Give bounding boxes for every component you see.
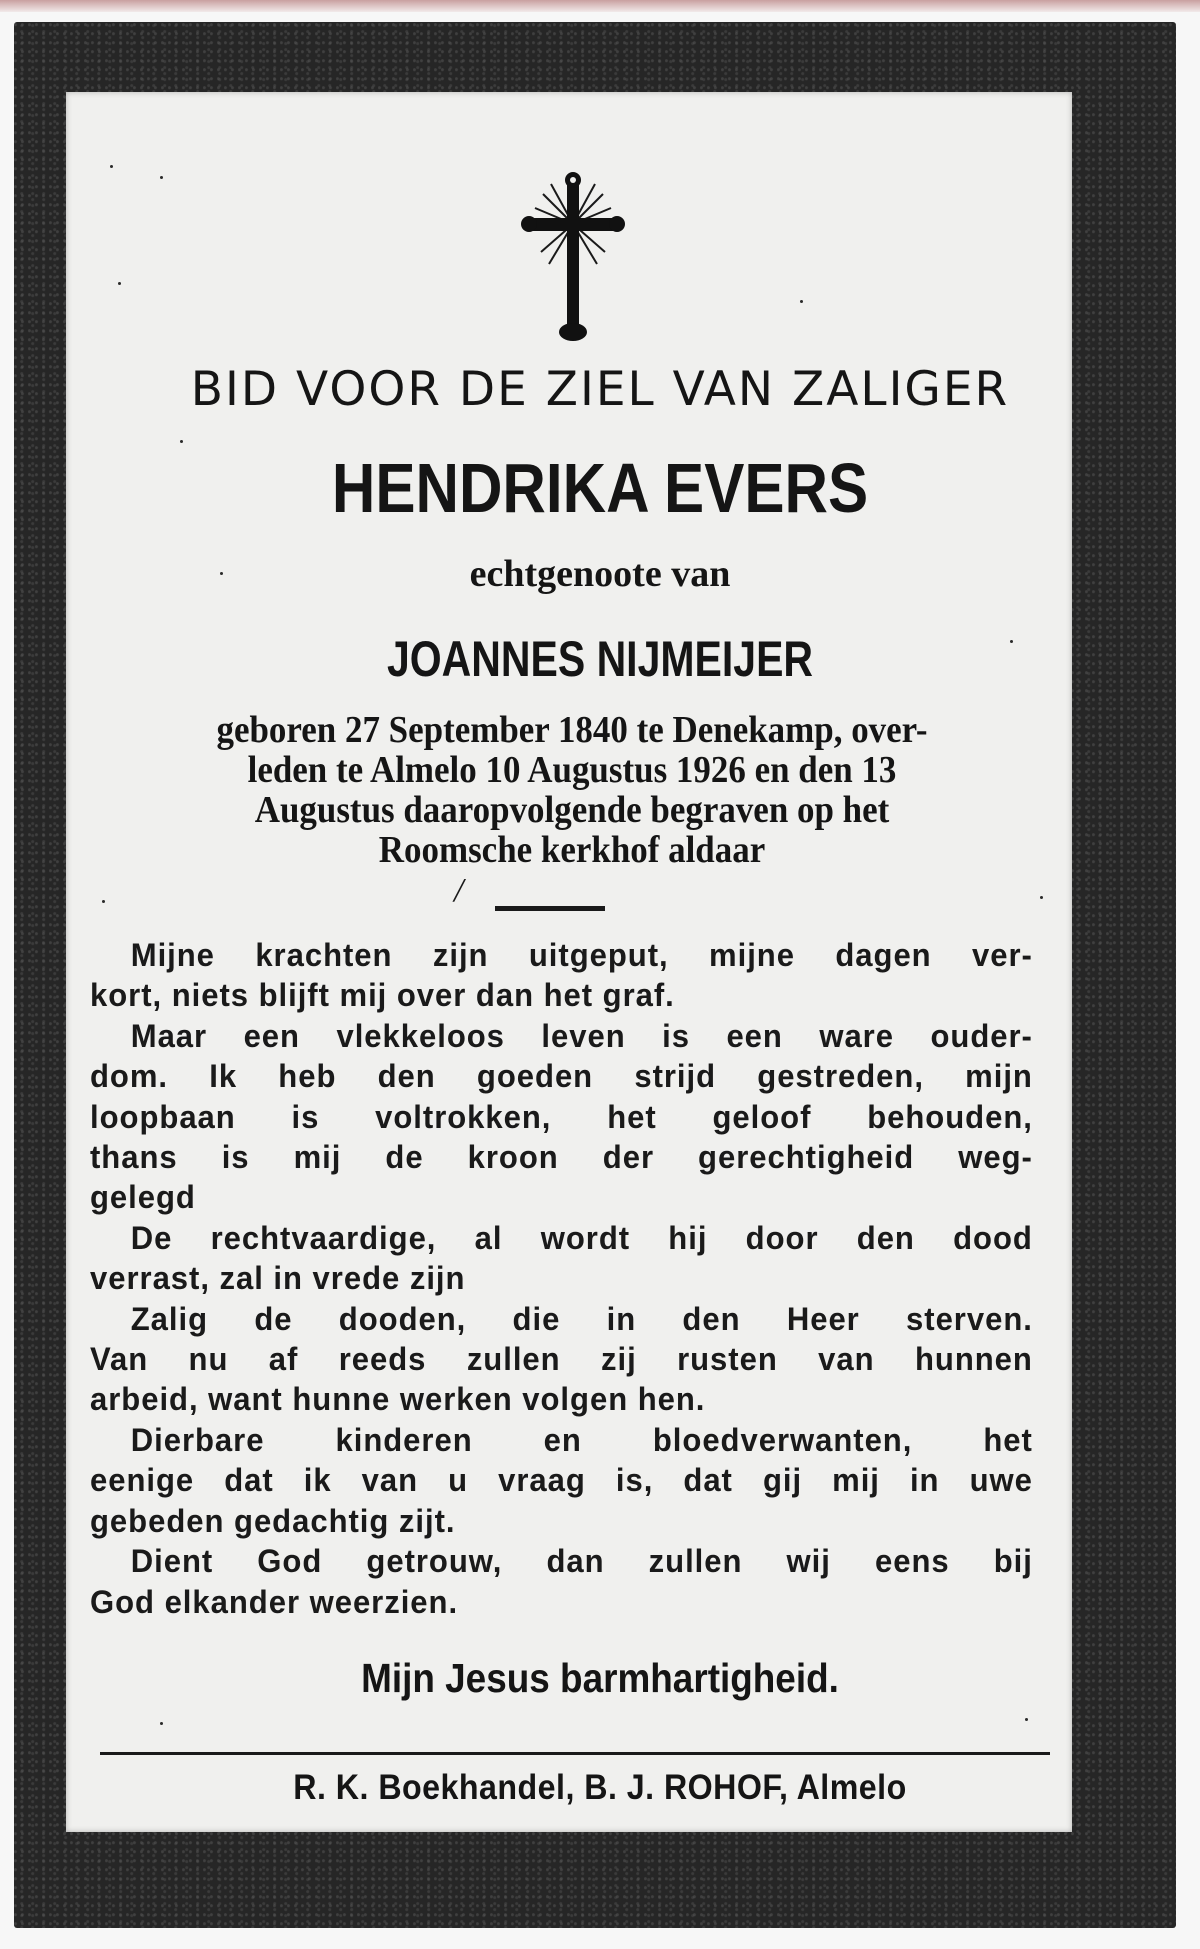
verse-line: loopbaan is voltrokken, het geloof behouden, (90, 1098, 1033, 1135)
closing-prayer: Mijn Jesus barmhartigheid. (361, 1655, 839, 1701)
spouse-label: echtgenoote van (469, 553, 731, 595)
printer-credit: R. K. Boekhandel, B. J. ROHOF, Almelo (293, 1768, 907, 1807)
verse-line: Van nu af reeds zullen zij rusten van hunnen (90, 1341, 1033, 1378)
scan-top-edge (0, 0, 1200, 12)
print-speck (220, 572, 223, 575)
print-speck (1010, 640, 1013, 643)
verse-line: dom. Ik heb den goeden strijd gestreden, mijn (90, 1058, 1033, 1095)
verse-line: gelegd (90, 1179, 196, 1216)
verse-line: Mijne krachten zijn uitgeput, mijne dagen ver- (130, 937, 1033, 973)
verse-block (90, 935, 1062, 1622)
verse-line: kort, niets blijft mij over dan het graf. (90, 977, 675, 1014)
bio-line: Roomsche kerkhof aldaar (378, 829, 766, 871)
verse-line: Dient God getrouw, dan zullen wij eens bij (130, 1543, 1033, 1580)
print-speck (118, 282, 121, 285)
verse-line: Dierbare kinderen en bloedverwanten, het (130, 1421, 1033, 1458)
card-heading: BID VOOR DE ZIEL VAN ZALIGER (190, 362, 1010, 417)
bio-line: geboren 27 September 1840 te Denekamp, over- (216, 709, 928, 751)
ornament-stroke: / (454, 872, 464, 909)
verse-line: thans is mij de kroon der gerechtigheid weg- (90, 1139, 1033, 1176)
verse-line: Zalig de dooden, die in den Heer sterven. (130, 1300, 1033, 1337)
print-speck (160, 1722, 163, 1725)
biography (130, 710, 1013, 870)
spouse-name: JOANNES NIJMEIJER (386, 631, 814, 687)
bio-line: leden te Almelo 10 Augustus 1926 en den 13 (247, 749, 897, 791)
print-speck (1040, 896, 1043, 899)
print-speck (110, 165, 113, 168)
verse-line: gebeden gedachtig zijt. (90, 1502, 456, 1539)
divider-short (495, 906, 605, 911)
verse-line: eenige dat ik van u vraag is, dat gij mij in uwe (90, 1462, 1033, 1499)
radiant-cross-icon (521, 172, 625, 344)
print-speck (160, 176, 163, 179)
verse-line: God elkander weerzien. (90, 1583, 459, 1620)
print-speck (1025, 1718, 1028, 1721)
divider-long (100, 1752, 1050, 1755)
print-speck (180, 440, 183, 443)
verse-line: Maar een vlekkeloos leven is een ware ouder- (130, 1017, 1033, 1054)
deceased-name: HENDRIKA EVERS (331, 449, 869, 527)
verse-line: arbeid, want hunne werken volgen hen. (90, 1381, 706, 1418)
print-speck (102, 900, 105, 903)
verse-line: verrast, zal in vrede zijn (90, 1260, 466, 1297)
bio-line: Augustus daaropvolgende begraven op het (254, 789, 890, 831)
print-speck (800, 300, 803, 303)
verse-line: De rechtvaardige, al wordt hij door den dood (130, 1219, 1033, 1256)
